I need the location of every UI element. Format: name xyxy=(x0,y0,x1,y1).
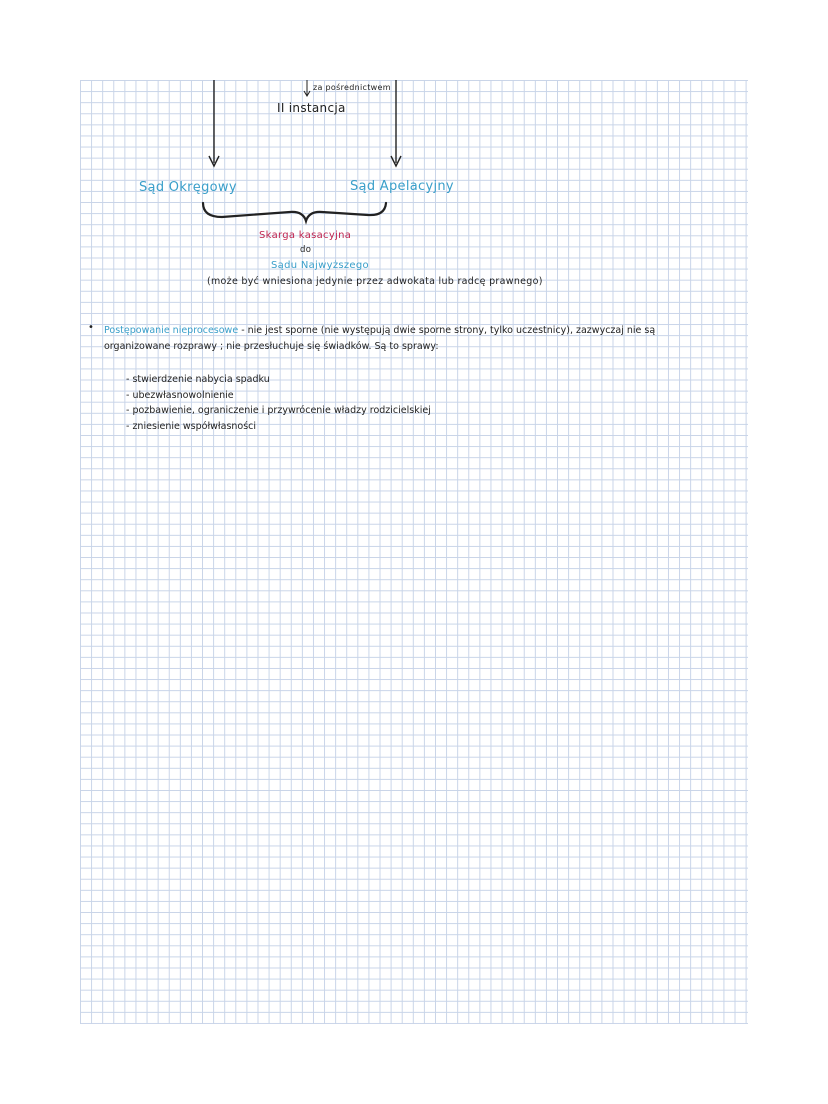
list-item: - stwierdzenie nabycia spadku xyxy=(126,374,270,385)
list-item: - ubezwłasnowolnienie xyxy=(126,389,234,401)
list-item: - pozbawienie, ograniczenie i przywrócenie władzy rodzicielskiej xyxy=(126,405,431,416)
court-diagram xyxy=(0,0,828,300)
list-item: - zniesienie współwłasności xyxy=(126,420,257,432)
appeal-type-label: Skarga kasacyjna xyxy=(259,230,352,241)
term-definition: - nie jest sporne (nie występują dwie sporne strony, tylko uczestnicy), zazwyczaj nie są organizowane rozprawy ; nie przesłuchuje się świadków. Są to sprawy: xyxy=(104,325,656,352)
bullet-point: • xyxy=(88,322,94,333)
curly-brace xyxy=(203,203,386,221)
term-heading: Postępowanie nieprocesowe xyxy=(104,325,239,336)
case-types-list xyxy=(126,372,431,434)
definition-paragraph xyxy=(104,323,724,355)
to-word: do xyxy=(300,245,312,255)
instance-label: II instancja xyxy=(277,101,346,115)
arrow-note: za pośrednictwem xyxy=(313,83,391,92)
supreme-court-label: Sądu Najwyższego xyxy=(271,260,369,271)
left-court-label: Sąd Okręgowy xyxy=(139,180,237,195)
filed-by-note: (może być wniesiona jedynie przez adwokata lub radcę prawnego) xyxy=(207,276,543,287)
right-court-label: Sąd Apelacyjny xyxy=(350,179,454,194)
